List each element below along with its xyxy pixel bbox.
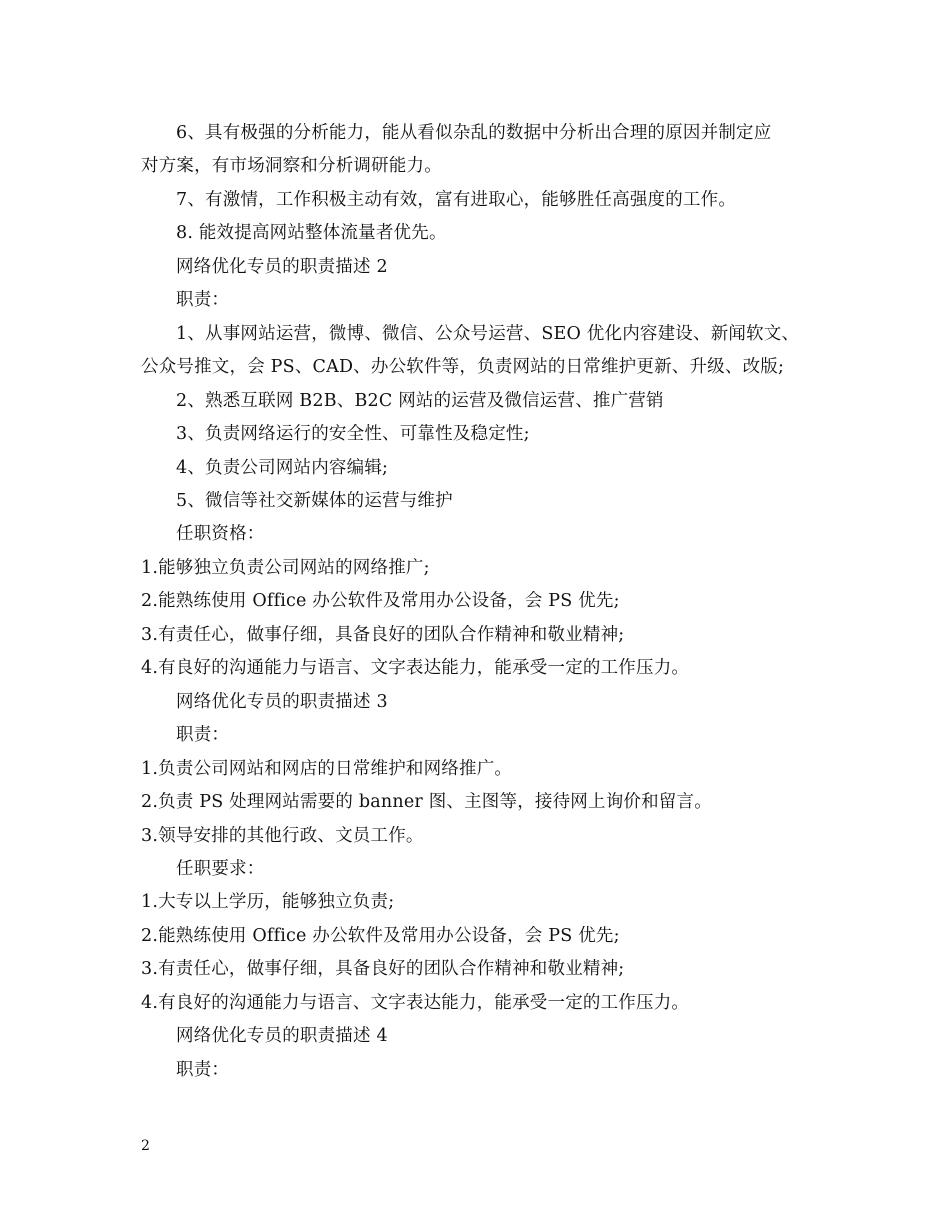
text-line: 3、负责网络运行的安全性、可靠性及稳定性;: [176, 424, 530, 445]
subsection-heading: 职责：: [176, 725, 230, 746]
text-line: 5、微信等社交新媒体的运营与维护: [176, 490, 453, 511]
text-line: 2.能熟练使用 Office 办公软件及常用办公设备，会 PS 优先;: [141, 925, 620, 946]
subsection-heading: 职责：: [176, 290, 230, 311]
subsection-heading: 任职要求：: [176, 858, 265, 879]
text-line: 2.负责 PS 处理网站需要的 banner 图、主图等，接待网上询价和留言。: [141, 792, 712, 813]
subsection-heading: 任职资格：: [176, 524, 265, 545]
text-line: 3.有责任心，做事仔细，具备良好的团队合作精神和敬业精神;: [141, 624, 625, 645]
text-line: 1.大专以上学历，能够独立负责;: [141, 892, 395, 913]
section-heading: 网络优化专员的职责描述 2: [176, 256, 388, 277]
section-heading: 网络优化专员的职责描述 3: [176, 691, 388, 712]
text-line: 4.有良好的沟通能力与语言、文字表达能力，能承受一定的工作压力。: [141, 992, 690, 1013]
text-line: 2.能熟练使用 Office 办公软件及常用办公设备，会 PS 优先;: [141, 591, 620, 612]
document-body: [141, 117, 831, 1087]
text-line: 8. 能效提高网站整体流量者优先。: [176, 223, 447, 244]
text-line: 4、负责公司网站内容编辑;: [176, 457, 389, 478]
page-number: 2: [141, 1138, 150, 1154]
text-line: 4.有良好的沟通能力与语言、文字表达能力，能承受一定的工作压力。: [141, 658, 690, 679]
text-line: 7、有激情，工作积极主动有效，富有进取心，能够胜任高强度的工作。: [176, 189, 737, 210]
section-heading: 网络优化专员的职责描述 4: [176, 1026, 388, 1047]
text-line: 2、熟悉互联网 B2B、B2C 网站的运营及微信运营、推广营销: [176, 390, 664, 411]
text-line: 3.领导安排的其他行政、文员工作。: [141, 825, 424, 846]
text-line: 1.负责公司网站和网店的日常维护和网络推广。: [141, 758, 513, 779]
text-line: 公众号推文，会 PS、CAD、办公软件等，负责网站的日常维护更新、升级、改版;: [141, 357, 785, 378]
text-line: 对方案，有市场洞察和分析调研能力。: [141, 156, 442, 177]
text-line: 3.有责任心，做事仔细，具备良好的团队合作精神和敬业精神;: [141, 959, 625, 980]
subsection-heading: 职责：: [176, 1059, 230, 1080]
text-line: 1.能够独立负责公司网站的网络推广;: [141, 557, 430, 578]
text-line: 6、具有极强的分析能力，能从看似杂乱的数据中分析出合理的原因并制定应: [176, 123, 772, 143]
text-line: 1、从事网站运营，微博、微信、公众号运营、SEO 优化内容建设、新闻软文、: [176, 323, 800, 344]
